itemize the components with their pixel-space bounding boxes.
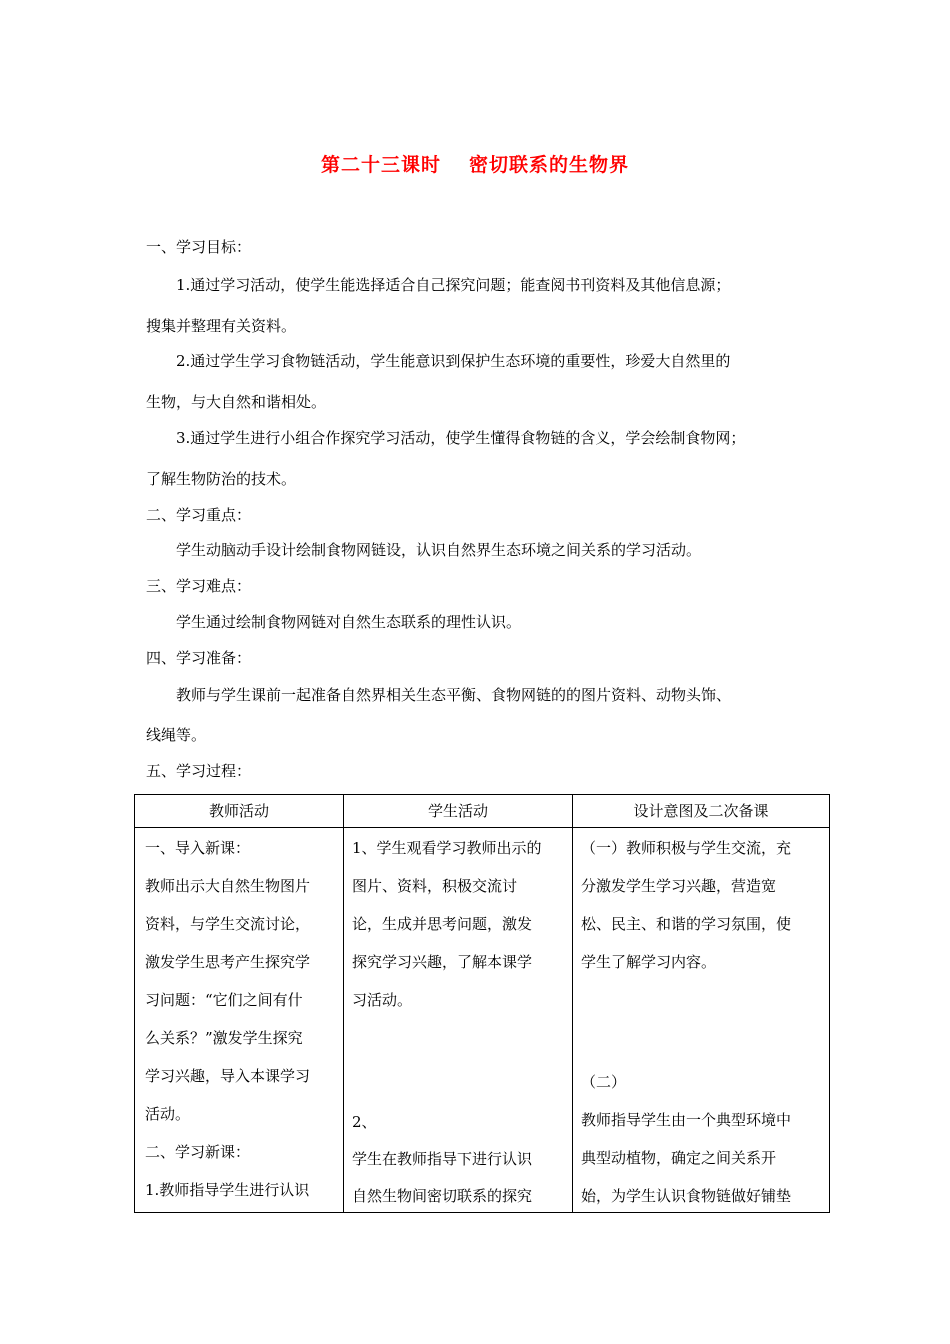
student-line: 学生在教师指导下进行认识 [352,1150,533,1168]
teacher-line: 习问题：“它们之间有什 [145,991,303,1009]
preparation-line-1: 教师与学生课前一起准备自然界相关生态平衡、食物网链的的图片资料、动物头饰、 [176,686,732,704]
design-line: 松、民主、和谐的学习氛围，使 [581,915,792,933]
table-row [135,828,830,1213]
preparation-heading: 四、学习准备： [146,649,252,667]
process-heading: 五、学习过程： [146,762,252,780]
teacher-line: 活动。 [145,1105,191,1123]
table-header-row [135,795,830,828]
objectives-heading: 一、学习目标： [146,238,252,256]
key-points-text: 学生动脑动手设计绘制食物网链设，认识自然界生态环境之间关系的学习活动。 [176,541,702,559]
header-student-activity: 学生活动 [344,795,573,828]
title-topic: 密切联系的生物界 [469,154,630,176]
student-line: 图片、资料，积极交流讨 [352,877,518,895]
teacher-line: 学习兴趣，导入本课学习 [145,1067,311,1085]
design-line: 教师指导学生由一个典型环境中 [581,1111,792,1129]
student-line: 论，生成并思考问题，激发 [352,915,533,933]
objective-3-line-1: 3.通过学生进行小组合作探究学习活动，使学生懂得食物链的含义，学会绘制食物网； [176,429,746,447]
header-design-intent: 设计意图及二次备课 [573,795,830,828]
design-line: 分激发学生学习兴趣，营造宽 [581,877,777,895]
student-activity-cell [344,828,573,1213]
student-line: 探究学习兴趣，了解本课学 [352,953,533,971]
key-points-heading: 二、学习重点： [146,506,252,524]
preparation-line-2: 线绳等。 [146,726,207,744]
teacher-line: 1.教师指导学生进行认识 [145,1181,310,1199]
student-line: 2、 [352,1113,377,1131]
student-line: 习活动。 [352,991,413,1009]
teacher-line: 二、学习新课： [145,1143,251,1161]
header-teacher-activity: 教师活动 [135,795,344,828]
difficulties-text: 学生通过绘制食物网链对自然生态联系的理性认识。 [176,613,522,631]
objective-2-line-2: 生物，与大自然和谐相处。 [146,393,327,411]
student-line: 自然生物间密切联系的探究 [352,1187,533,1205]
teacher-line: 么关系？”激发学生探究 [145,1029,303,1047]
process-table [134,794,830,1213]
teacher-line: 激发学生思考产生探究学 [145,953,311,971]
page-title [0,150,950,177]
difficulties-heading: 三、学习难点： [146,577,252,595]
teacher-line: 教师出示大自然生物图片 [145,877,311,895]
design-line: （一）教师积极与学生交流，充 [581,839,792,857]
objective-2-line-1: 2.通过学生学习食物链活动，学生能意识到保护生态环境的重要性，珍爱大自然里的 [176,352,731,370]
teacher-line: 资料，与学生交流讨论， [145,915,311,933]
teacher-line: 一、导入新课： [145,839,251,857]
objective-1-line-1: 1.通过学习活动，使学生能选择适合自己探究问题；能查阅书刊资料及其他信息源； [176,276,731,294]
design-intent-cell [573,828,830,1213]
design-line: （二） [581,1073,627,1091]
design-line: 学生了解学习内容。 [581,953,717,971]
student-line: 1、学生观看学习教师出示的 [352,839,542,857]
teacher-activity-cell [135,828,344,1213]
design-line: 典型动植物，确定之间关系开 [581,1149,777,1167]
design-line: 始，为学生认识食物链做好铺垫 [581,1187,792,1205]
title-lesson: 第二十三课时 [320,154,441,176]
objective-3-line-2: 了解生物防治的技术。 [146,470,297,488]
objective-1-line-2: 搜集并整理有关资料。 [146,317,297,335]
